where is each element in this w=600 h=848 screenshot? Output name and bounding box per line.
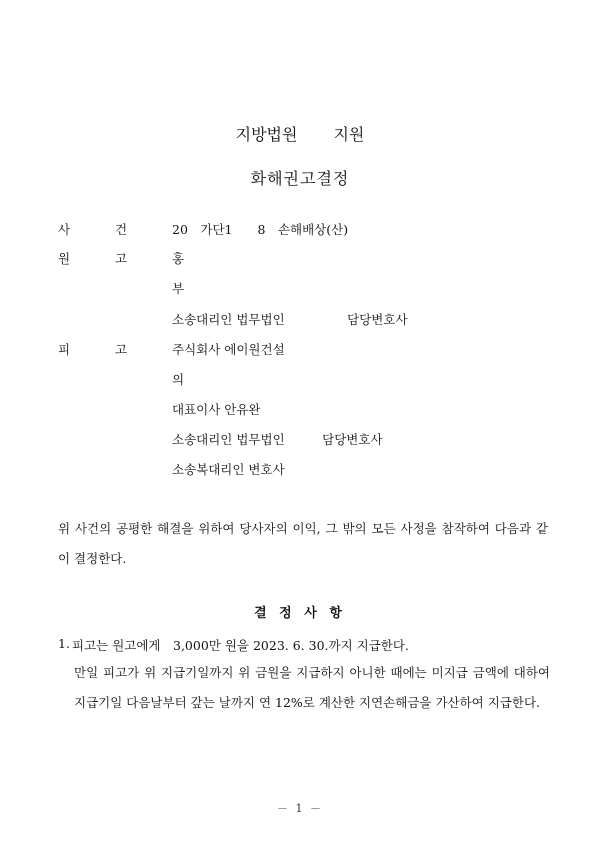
defendant-counsel: 소송대리인 법무법인 담당변호사 (172, 432, 383, 447)
page-number: － 1 － (277, 802, 323, 815)
defendant-sub-counsel: 소송복대리인 변호사 (172, 462, 285, 477)
decision-item-text: 피고는 원고에게 3,000만 원을 2023. 6. 30.까지 지급한다. (72, 638, 409, 653)
defendant-label-1: 피 (58, 342, 71, 357)
plaintiff-label-1: 원 (58, 251, 71, 266)
plaintiff-counsel: 소송대리인 법무법인 담당변호사 (172, 312, 408, 327)
plaintiff-line-1: 홍 (172, 251, 185, 266)
court-branch: 지원 (333, 125, 365, 144)
plaintiff-label-2: 고 (115, 251, 128, 266)
court-name (0, 122, 600, 145)
defendant-line-2: 의 (172, 372, 185, 387)
case-number: 20 가단1 8 손해배상(산) (172, 222, 349, 237)
defendant-label-2: 고 (115, 342, 128, 357)
decision-item-number: 1. (58, 636, 70, 651)
decision-title: 결 정 사 항 (254, 606, 346, 621)
intro-paragraph: 위 사건의 공평한 해결을 위하여 당사자의 이익, 그 밖의 모든 사정을 참작하여 다음과 같이 결정한다. (58, 521, 548, 566)
defendant-representative: 대표이사 안유완 (172, 402, 261, 417)
decision-item-detail: 만일 피고가 위 지급기일까지 위 금원을 지급하지 아니한 때에는 미지급 금액에 대하여 지급기일 다음날부터 갚는 날까지 연 12%로 계산한 지연손해금을 가산하여 지급한다. (74, 665, 550, 710)
document-title: 화해권고결정 (250, 169, 350, 188)
plaintiff-line-2: 부 (172, 281, 185, 296)
case-label-2: 건 (115, 222, 128, 237)
court-district: 지방법원 (235, 125, 298, 144)
case-label-1: 사 (58, 222, 71, 237)
defendant-line-1: 주식회사 에이원건설 (172, 342, 285, 357)
